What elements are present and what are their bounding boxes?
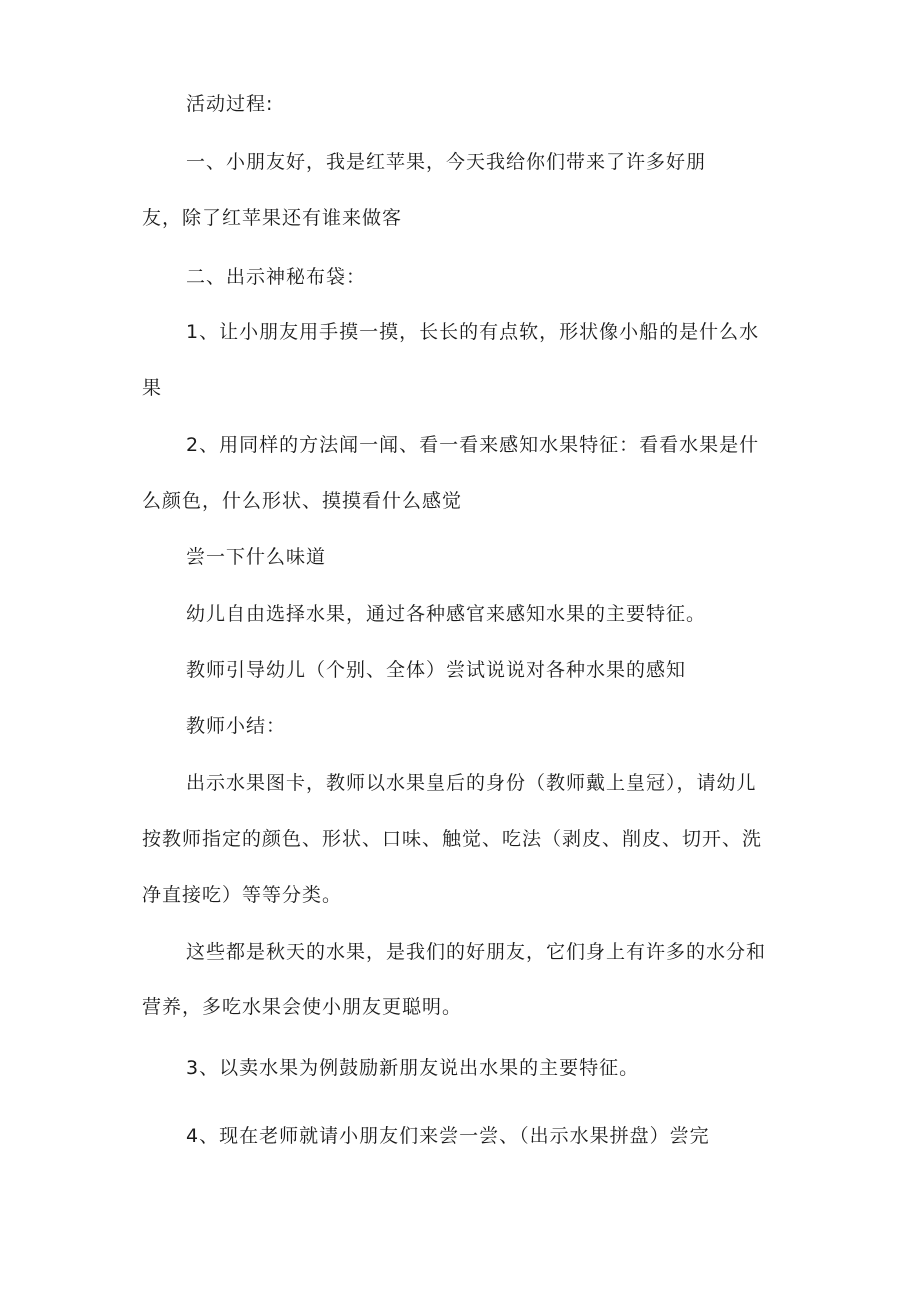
paragraph-line: 一、小朋友好，我是红苹果，今天我给你们带来了许多好朋 [186, 151, 707, 173]
paragraph-line: 么颜色，什么形状、摸摸看什么感觉 [142, 490, 463, 512]
paragraph-line: 活动过程: [186, 93, 274, 115]
paragraph-line: 幼儿自由选择水果，通过各种感官来感知水果的主要特征。 [186, 603, 707, 625]
paragraph-line: 3、以卖水果为例鼓励新朋友说出水果的主要特征。 [186, 1057, 640, 1079]
paragraph-line: 2、用同样的方法闻一闻、看一看来感知水果特征：看看水果是什 [186, 434, 760, 456]
paragraph-line: 这些都是秋天的水果，是我们的好朋友，它们身上有许多的水分和 [186, 941, 767, 963]
paragraph-line: 果 [142, 377, 163, 399]
paragraph-line: 教师小结： [186, 715, 287, 737]
paragraph-line: 按教师指定的颜色、形状、口味、触觉、吃法（剥皮、削皮、切开、洗 [142, 828, 763, 850]
paragraph-line: 1、让小朋友用手摸一摸，长长的有点软，形状像小船的是什么水 [186, 321, 760, 343]
paragraph-line: 尝一下什么味道 [186, 546, 327, 568]
paragraph-line: 出示水果图卡，教师以水果皇后的身份（教师戴上皇冠），请幼儿 [186, 772, 757, 794]
paragraph-line: 净直接吃）等等分类。 [142, 884, 343, 906]
paragraph-line: 4、现在老师就请小朋友们来尝一尝、（出示水果拼盘）尝完 [186, 1125, 710, 1147]
paragraph-line: 友，除了红苹果还有谁来做客 [142, 207, 403, 229]
paragraph-line: 营养，多吃水果会使小朋友更聪明。 [142, 996, 463, 1018]
paragraph-line: 二、出示神秘布袋： [186, 266, 367, 288]
paragraph-line: 教师引导幼儿（个别、全体）尝试说说对各种水果的感知 [186, 659, 687, 681]
